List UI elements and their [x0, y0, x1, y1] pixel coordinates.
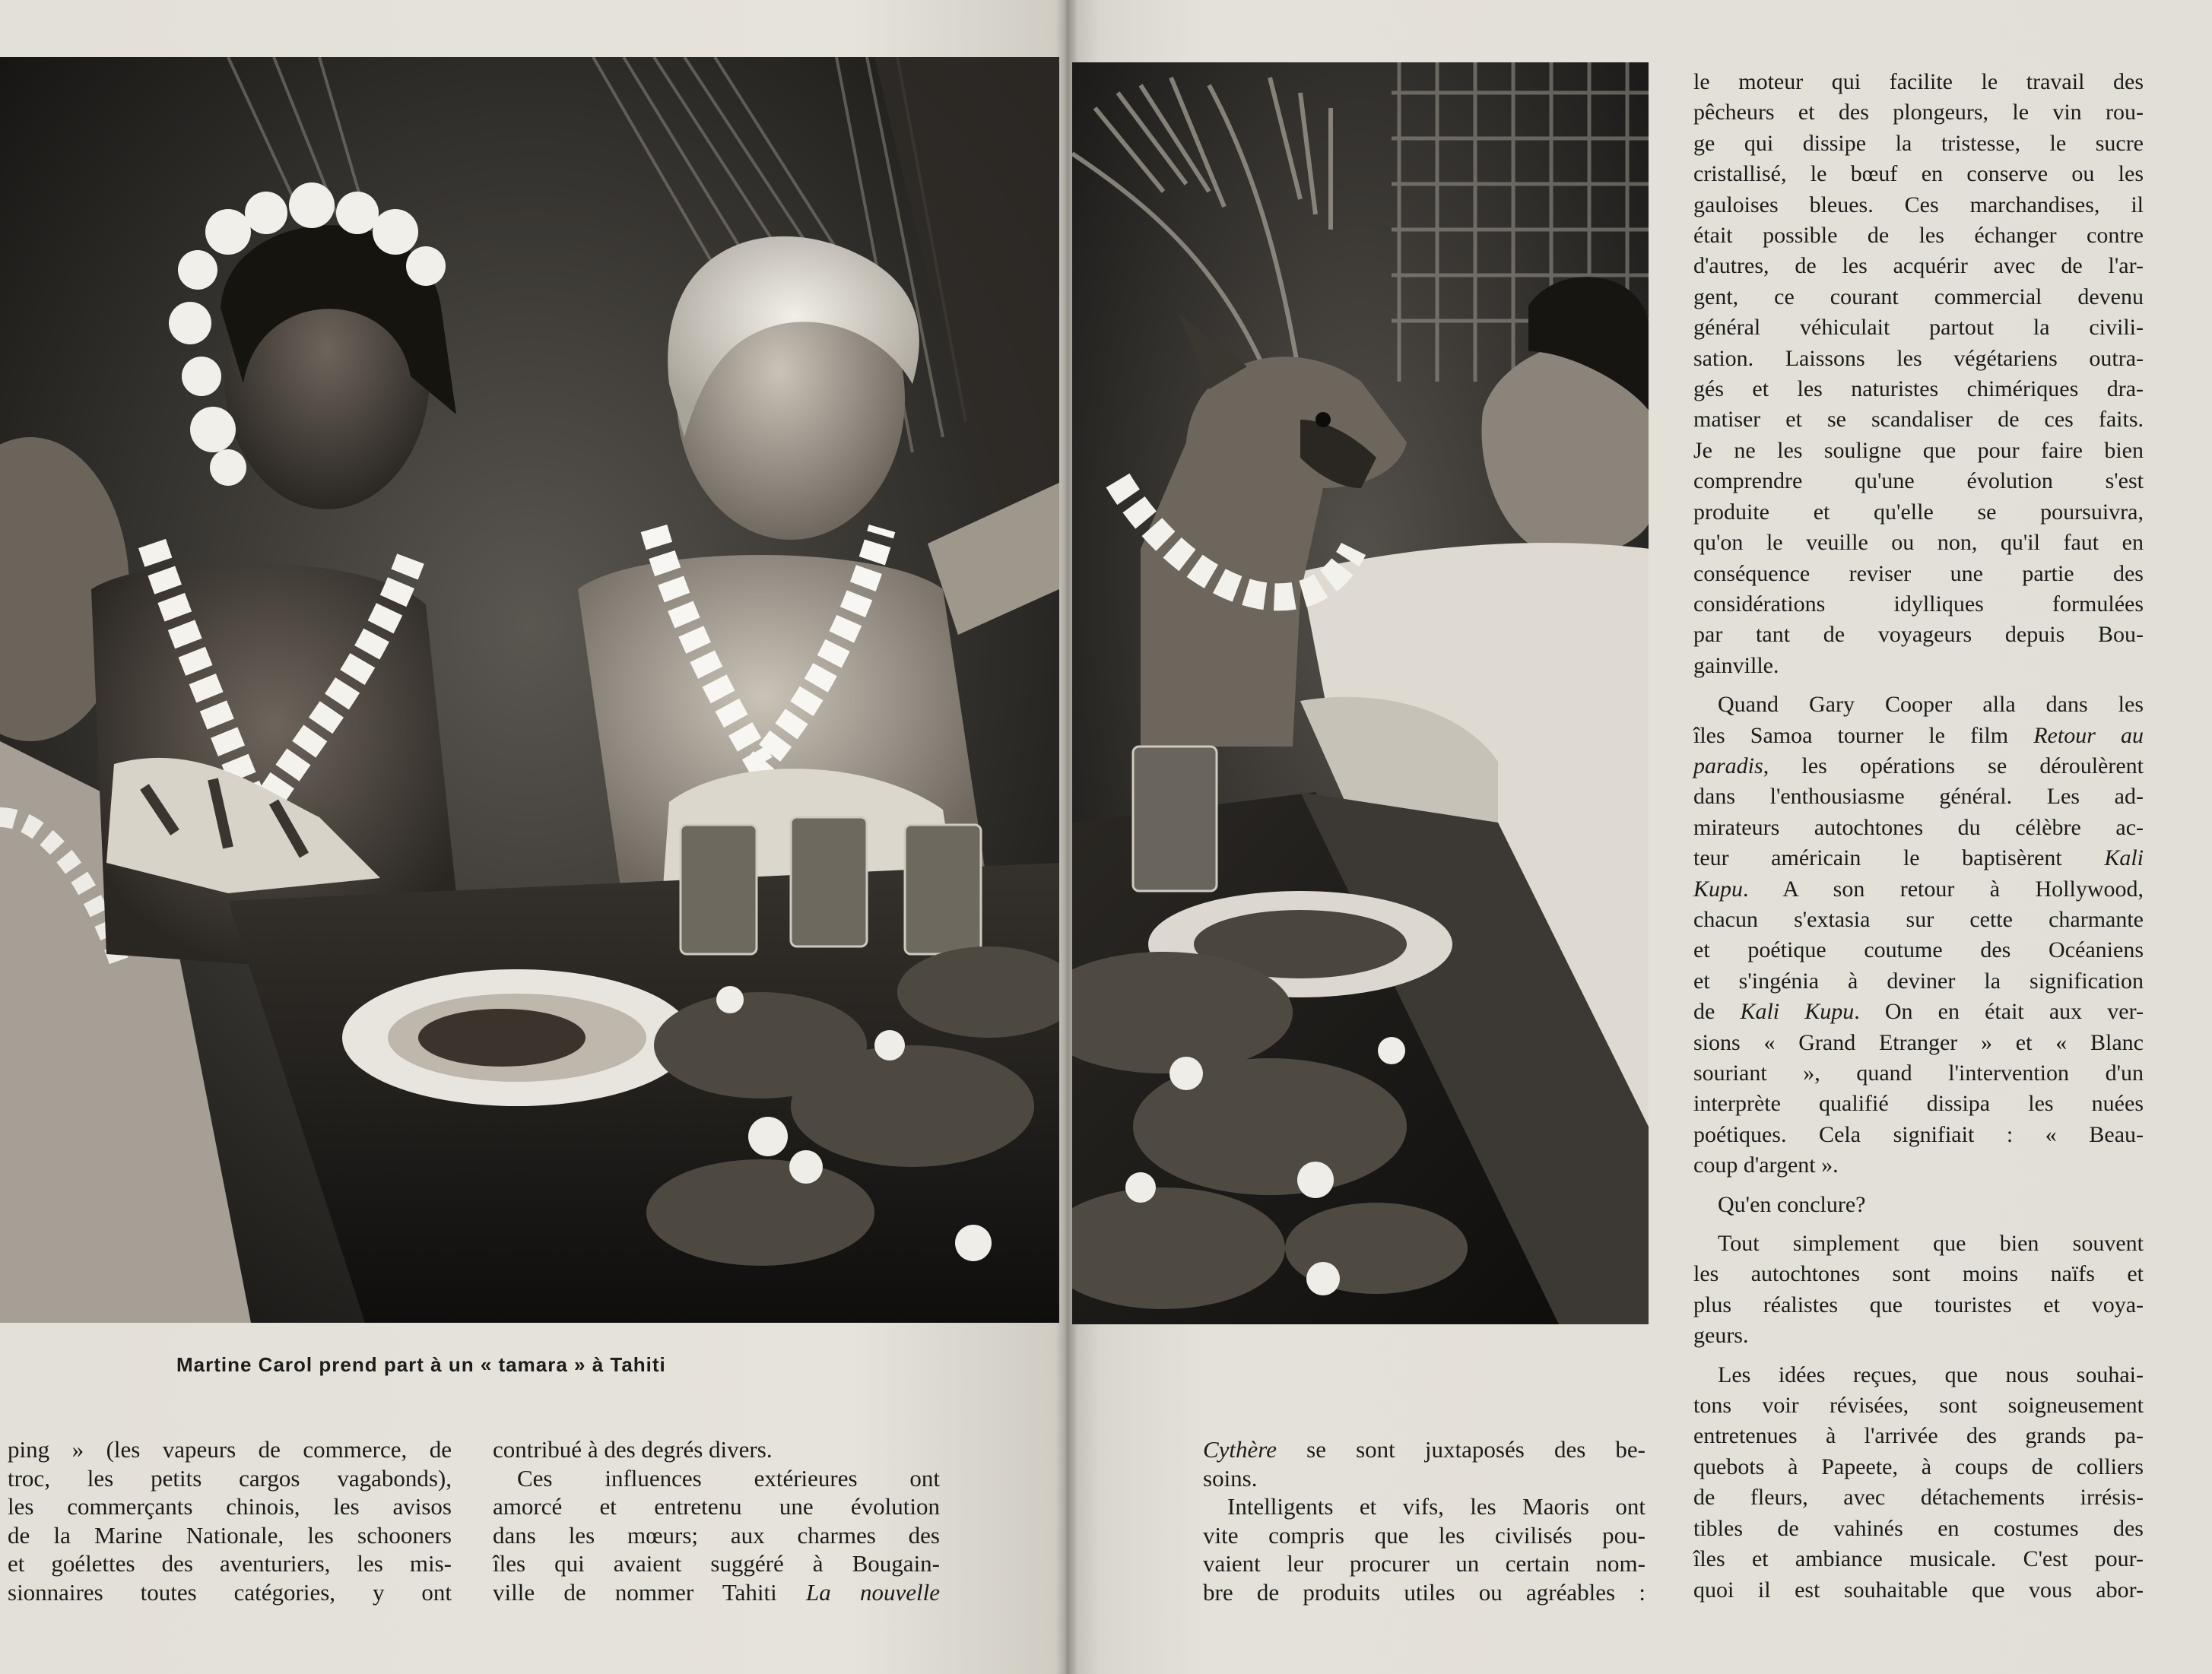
- text-fragment-italic: Kupu: [1693, 876, 1744, 902]
- text-fragment-italic: Kali Kupu: [1740, 999, 1855, 1025]
- text-line: gainville.: [1693, 652, 1779, 678]
- text-line: gauloises bleues. Ces marchandises, il: [1693, 192, 2144, 217]
- paragraph-3: [1693, 1190, 2144, 1220]
- text-line: coup d'argent ».: [1693, 1152, 1839, 1178]
- text-line: troc, les petits cargos vagabonds),: [8, 1464, 452, 1492]
- text-fragment-italic: Cythère: [1203, 1436, 1277, 1463]
- text-fragment-italic: La nouvelle: [806, 1578, 940, 1606]
- text-line: souriant », quand l'intervention d'un: [1693, 1061, 2144, 1086]
- text-fragment: teur américain le baptisèrent: [1693, 845, 2062, 871]
- text-line: dans les mœurs; aux charmes des: [493, 1521, 940, 1549]
- text-line: Quand Gary Cooper alla dans les: [1718, 692, 2144, 718]
- text-line: dans l'enthousiasme général. Les ad-: [1693, 784, 2144, 810]
- text-line: d'autres, de les acquérir avec de l'ar-: [1693, 253, 2144, 279]
- paragraph-5: [1693, 1360, 2144, 1606]
- text-line: les commerçants chinois, les avisos: [8, 1493, 452, 1520]
- text-line: et s'ingénia à deviner la signification: [1693, 968, 2144, 994]
- paragraph-4: [1693, 1229, 2144, 1352]
- text-line: et goélettes des aventuriers, les mis-: [8, 1550, 452, 1577]
- photo-tamara-party: [0, 57, 1059, 1323]
- text-line: [1693, 721, 2144, 751]
- photo-man-and-dog-image: [1072, 62, 1649, 1324]
- text-line: Les idées reçues, que nous souhai-: [1718, 1362, 2144, 1387]
- text-fragment: de: [1693, 999, 1715, 1025]
- text-fragment-italic: Retour au: [2033, 722, 2144, 748]
- text-line: [1693, 751, 2144, 782]
- text-line: mirateurs autochtones du célèbre ac-: [1693, 814, 2144, 840]
- paragraph-1: [1693, 67, 2144, 681]
- text-line: bre de produits utiles ou agréables :: [1203, 1578, 1646, 1606]
- text-fragment: se sont juxtaposés des be-: [1306, 1436, 1646, 1463]
- text-fragment: . On en était aux ver-: [1854, 999, 2144, 1025]
- text-line: plus réalistes que touristes et voya-: [1693, 1292, 2144, 1317]
- text-line: contribué à des degrés divers.: [493, 1436, 773, 1463]
- text-fragment: ville de nommer Tahiti: [493, 1578, 777, 1606]
- text-line: qu'on le veuille ou non, qu'il faut en: [1693, 530, 2144, 556]
- text-column-right-side: [1693, 67, 2144, 1606]
- text-line: ping » (les vapeurs de commerce, de: [8, 1436, 452, 1463]
- text-line: gent, ce courant commercial devenu: [1693, 284, 2144, 309]
- text-line: quoi il est souhaitable que vous abor-: [1693, 1577, 2144, 1603]
- text-line: comprendre qu'une évolution s'est: [1693, 468, 2144, 494]
- text-line: chacun s'extasia sur cette charmante: [1693, 906, 2144, 932]
- paragraph-2: [1693, 690, 2144, 1181]
- photo-man-and-dog: [1072, 62, 1649, 1324]
- text-fragment: . A son retour à Hollywood,: [1743, 876, 2144, 902]
- text-fragment-italic: Kali: [2104, 845, 2144, 871]
- text-line: de la Marine Nationale, les schooners: [8, 1521, 452, 1549]
- text-line: Ces influences extérieures ont: [517, 1464, 940, 1492]
- text-line: Je ne les souligne que pour faire bien: [1693, 437, 2144, 463]
- text-line: [1203, 1435, 1646, 1464]
- text-line: produite et qu'elle se poursuivra,: [1693, 499, 2144, 525]
- text-line: îles qui avaient suggéré à Bougain-: [493, 1550, 940, 1577]
- text-line: vite compris que les civilisés pou-: [1203, 1521, 1646, 1549]
- text-line: gés et les naturistes chimériques dra-: [1693, 376, 2144, 402]
- text-fragment: , les opérations se déroulèrent: [1763, 753, 2144, 778]
- text-line: les autochtones sont moins naïfs et: [1693, 1261, 2144, 1287]
- text-line: soins.: [1203, 1464, 1258, 1492]
- text-line: quebots à Papeete, à coups de colliers: [1693, 1454, 2144, 1479]
- text-line: ge qui dissipe la tristesse, le sucre: [1693, 130, 2144, 156]
- text-line: poétiques. Cela signifiait : « Beau-: [1693, 1121, 2144, 1147]
- text-line: [493, 1578, 940, 1607]
- text-line: vaient leur procurer un certain nom-: [1203, 1550, 1646, 1577]
- text-line: Qu'en conclure?: [1718, 1191, 1866, 1217]
- text-line: entretenues à l'arrivée des grands pa-: [1693, 1423, 2144, 1449]
- text-column-right-bottom: [1203, 1435, 1646, 1606]
- text-line: geurs.: [1693, 1323, 1749, 1349]
- text-line: le moteur qui facilite le travail des: [1693, 69, 2144, 94]
- text-line: matiser et se scandaliser de ces faits.: [1693, 407, 2144, 433]
- text-line: général véhiculait partout la civili-: [1693, 315, 2144, 341]
- text-line: sions « Grand Etranger » et « Blanc: [1693, 1029, 2144, 1055]
- text-line: Tout simplement que bien souvent: [1718, 1231, 2144, 1257]
- text-line: par tant de voyageurs depuis Bou-: [1693, 622, 2144, 648]
- text-line: [1693, 874, 2144, 905]
- text-line: sation. Laissons les végétariens outra-: [1693, 345, 2144, 371]
- text-line: tibles de vahinés en costumes des: [1693, 1515, 2144, 1541]
- text-line: pêcheurs et des plongeurs, le vin rou-: [1693, 100, 2144, 125]
- text-column-left-2: [493, 1435, 940, 1606]
- text-fragment-italic: paradis: [1693, 753, 1763, 778]
- text-column-left-1: [8, 1435, 452, 1606]
- text-fragment: îles Samoa tourner le film: [1693, 722, 2009, 748]
- photo-caption: Martine Carol prend part à un « tamara » à Tahiti: [176, 1353, 666, 1376]
- text-line: Intelligents et vifs, les Maoris ont: [1227, 1493, 1646, 1520]
- text-line: tons voir révisées, sont soigneusement: [1693, 1393, 2144, 1419]
- text-line: sionnaires toutes catégories, y ont: [8, 1578, 452, 1606]
- text-line: amorcé et entretenu une évolution: [493, 1493, 940, 1520]
- text-line: cristallisé, le bœuf en conserve ou les: [1693, 161, 2144, 187]
- text-line: conséquence reviser une partie des: [1693, 560, 2144, 586]
- text-line: [1693, 997, 2144, 1027]
- text-line: îles et ambiance musicale. C'est pour-: [1693, 1546, 2144, 1572]
- text-line: interprète qualifié dissipa les nuées: [1693, 1091, 2144, 1117]
- text-line: et poétique coutume des Océaniens: [1693, 937, 2144, 963]
- photo-tamara-party-image: [0, 57, 1059, 1323]
- text-line: [1693, 843, 2144, 873]
- text-line: considérations idylliques formulées: [1693, 591, 2144, 617]
- text-line: de fleurs, avec détachements irrésis-: [1693, 1485, 2144, 1511]
- text-line: était possible de les échanger contre: [1693, 223, 2144, 249]
